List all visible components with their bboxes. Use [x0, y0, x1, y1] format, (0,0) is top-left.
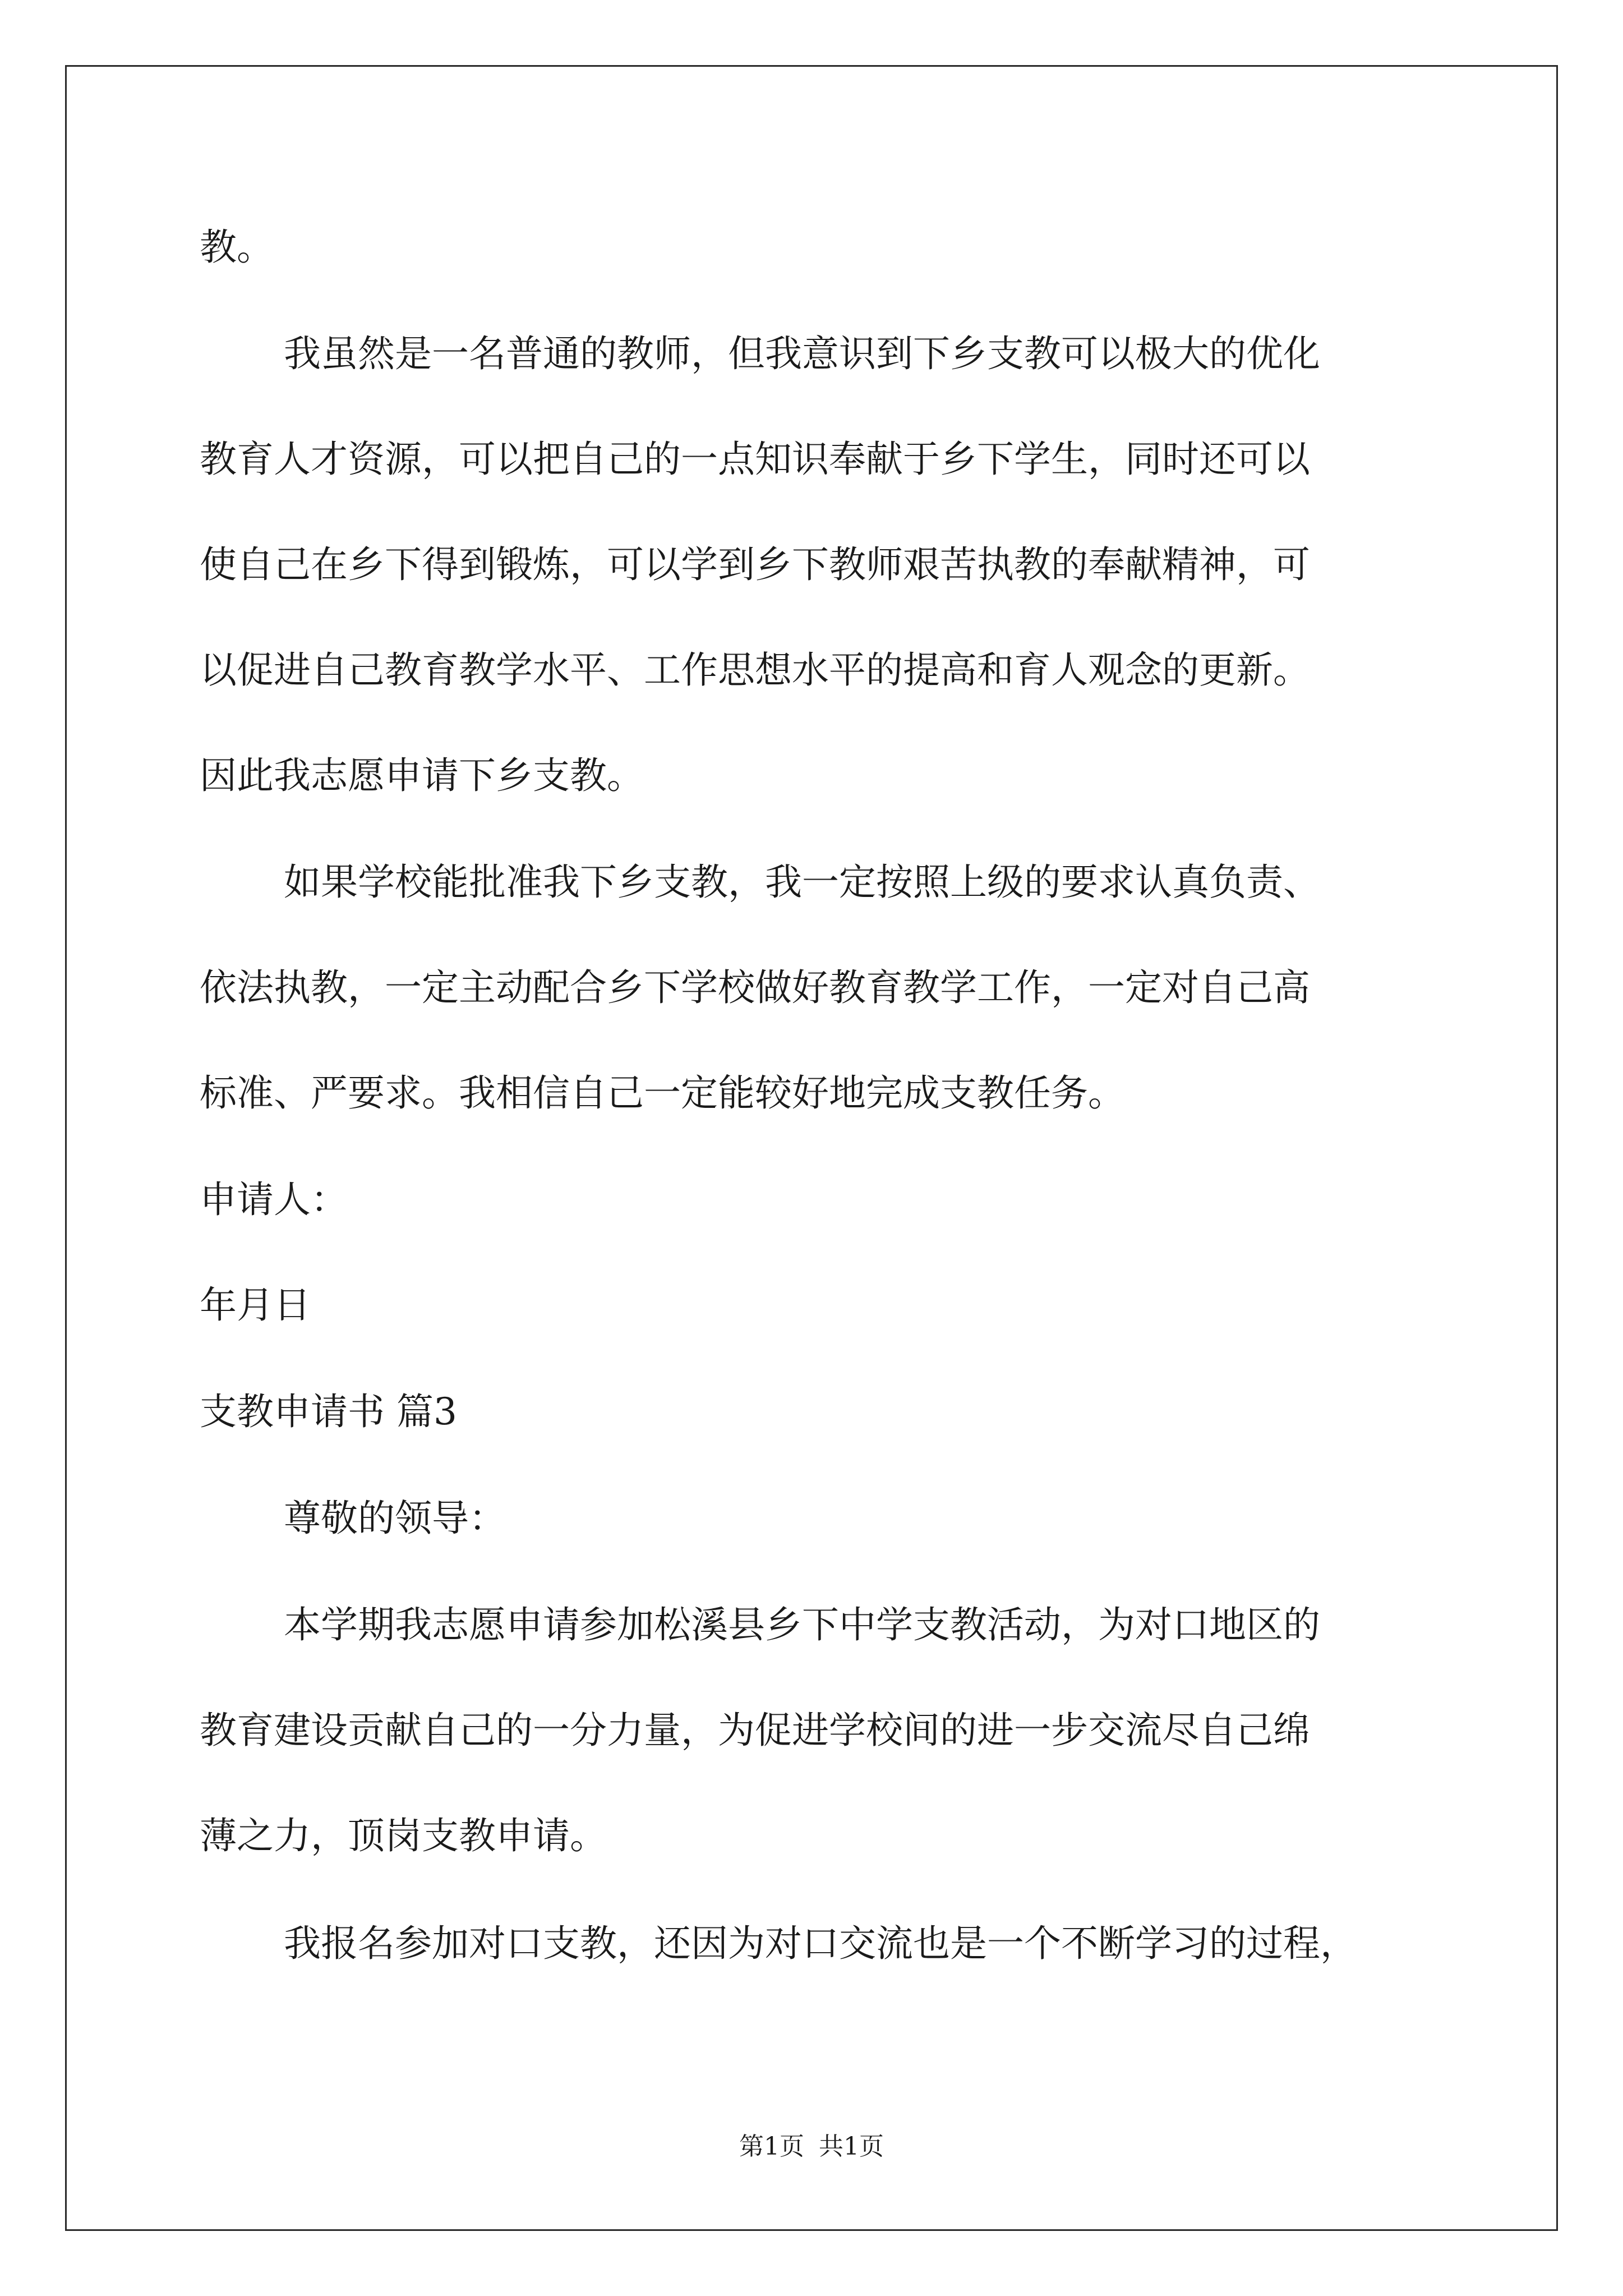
text-line: 我报名参加对口支教，还因为对口交流也是一个不断学习的过程， [284, 1922, 1357, 1965]
date-label: 年月日 [200, 1283, 311, 1327]
text-line: 使自己在乡下得到锻炼，可以学到乡下教师艰苦执教的奉献精神，可 [200, 543, 1310, 586]
page-total: 共1页 [819, 2132, 884, 2161]
salutation: 尊敬的领导： [284, 1497, 506, 1540]
applicant-label: 申请人： [200, 1178, 348, 1221]
text-line: 以促进自己教育教学水平、工作思想水平的提高和育人观念的更新。 [200, 648, 1310, 692]
page-footer [0, 2134, 1623, 2159]
page-border [65, 65, 1558, 2231]
text-line: 如果学校能批准我下乡支教，我一定按照上级的要求认真负责、 [284, 861, 1320, 904]
text-line: 教。 [200, 226, 274, 269]
text-line: 薄之力，顶岗支教申请。 [200, 1814, 607, 1857]
text-line: 教育建设贡献自己的一分力量，为促进学校间的进一步交流尽自己绵 [200, 1709, 1310, 1752]
text-line: 依法执教，一定主动配合乡下学校做好教育教学工作，一定对自己高 [200, 966, 1310, 1009]
section-heading: 支教申请书 篇3 [200, 1390, 457, 1433]
page-number: 第1页 [739, 2132, 804, 2161]
text-line: 标准、严要求。我相信自己一定能较好地完成支教任务。 [200, 1071, 1125, 1115]
text-line: 因此我志愿申请下乡支教。 [200, 754, 644, 797]
text-line: 我虽然是一名普通的教师，但我意识到下乡支教可以极大的优化 [284, 332, 1320, 375]
text-line: 本学期我志愿申请参加松溪县乡下中学支教活动，为对口地区的 [284, 1603, 1320, 1646]
text-line: 教育人才资源，可以把自己的一点知识奉献于乡下学生，同时还可以 [200, 438, 1310, 481]
